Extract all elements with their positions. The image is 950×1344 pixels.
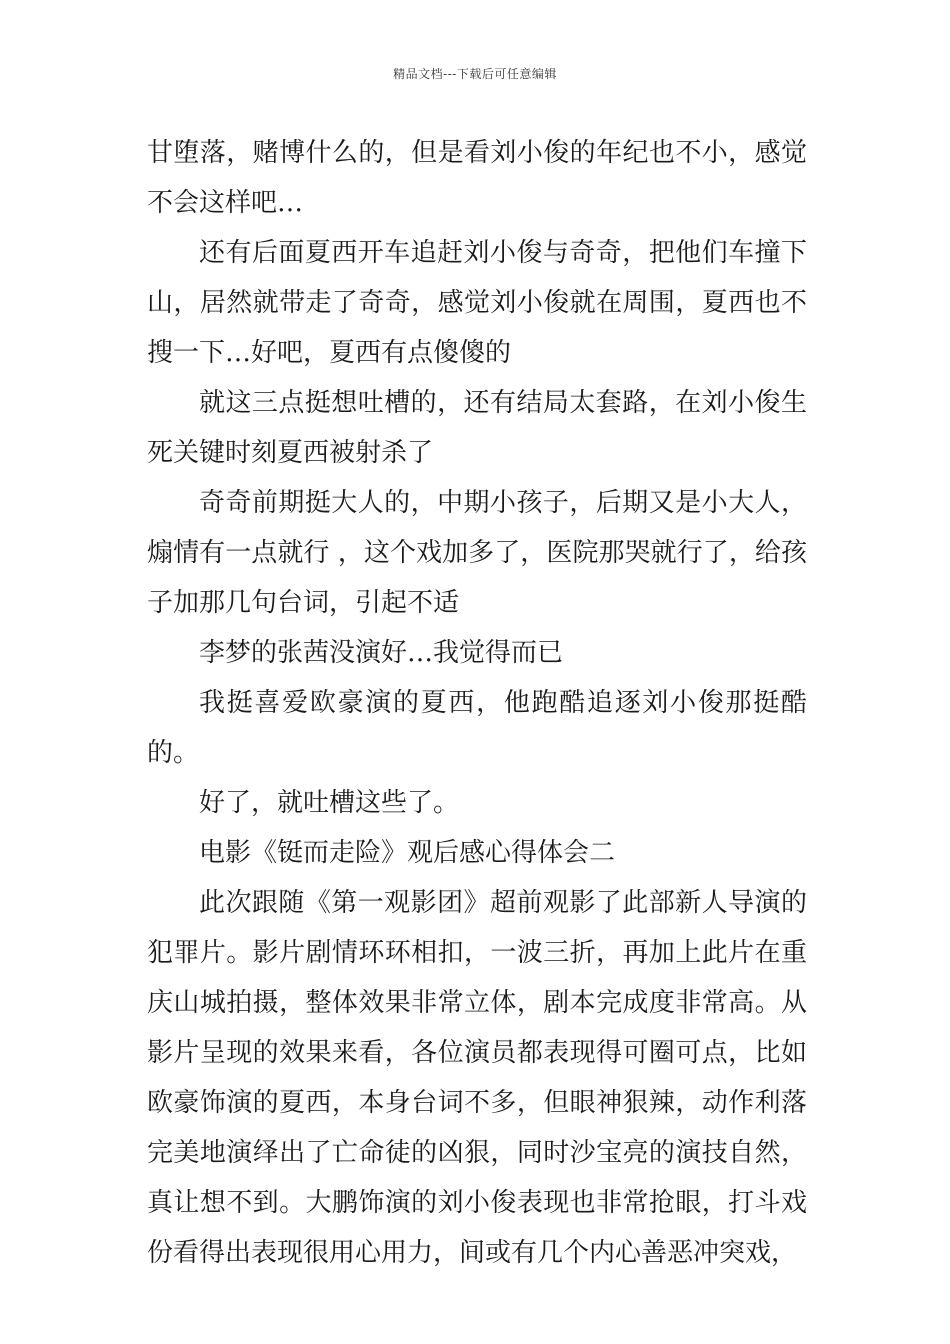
section-heading: 电影《铤而走险》观后感心得体会二 <box>199 838 616 868</box>
paragraph-5: 李梦的张茜没演好…我觉得而已 <box>199 638 564 668</box>
paragraph-4: 奇奇前期挺大人的，中期小孩子，后期又是小大人，煽情有一点就行 ，这个戏加多了，医院那哭就行了，给孩子加那几句台词，引起不适 <box>147 488 807 618</box>
paragraph-6: 我挺喜爱欧豪演的夏西，他跑酷追逐刘小俊那挺酷的。 <box>147 688 807 768</box>
paragraph-3: 就这三点挺想吐槽的，还有结局太套路，在刘小俊生死关键时刻夏西被射杀了 <box>147 388 807 468</box>
paragraph-2: 还有后面夏西开车追赶刘小俊与奇奇，把他们车撞下山，居然就带走了奇奇，感觉刘小俊就在周围，夏西也不搜一下…好吧，夏西有点傻傻的 <box>147 238 807 368</box>
paragraph-8: 此次跟随《第一观影团》超前观影了此部新人导演的犯罪片。影片剧情环环相扣，一波三折，再加上此片在重庆山城拍摄，整体效果非常立体，剧本完成度非常高。从影片呈现的效果来看，各位演员都表现得可圈可点，比如欧豪饰演的夏西，本身台词不多，但眼神狠辣，动作利落完美地演绎出了亡命徒的凶狠，同时沙宝亮的演技自然，真让想不到。大鹏饰演的刘小俊表现也非常抢眼，打斗戏份看得出表现很用心用力，间或有几个内心善恶冲突戏， <box>147 888 807 1268</box>
page-header: 精品文档---下载后可任意编辑 <box>393 67 557 81</box>
document-body <box>147 128 807 1278</box>
paragraph-1: 甘堕落，赌博什么的，但是看刘小俊的年纪也不小，感觉不会这样吧… <box>147 138 807 218</box>
paragraph-7: 好了，就吐槽这些了。 <box>199 788 460 818</box>
